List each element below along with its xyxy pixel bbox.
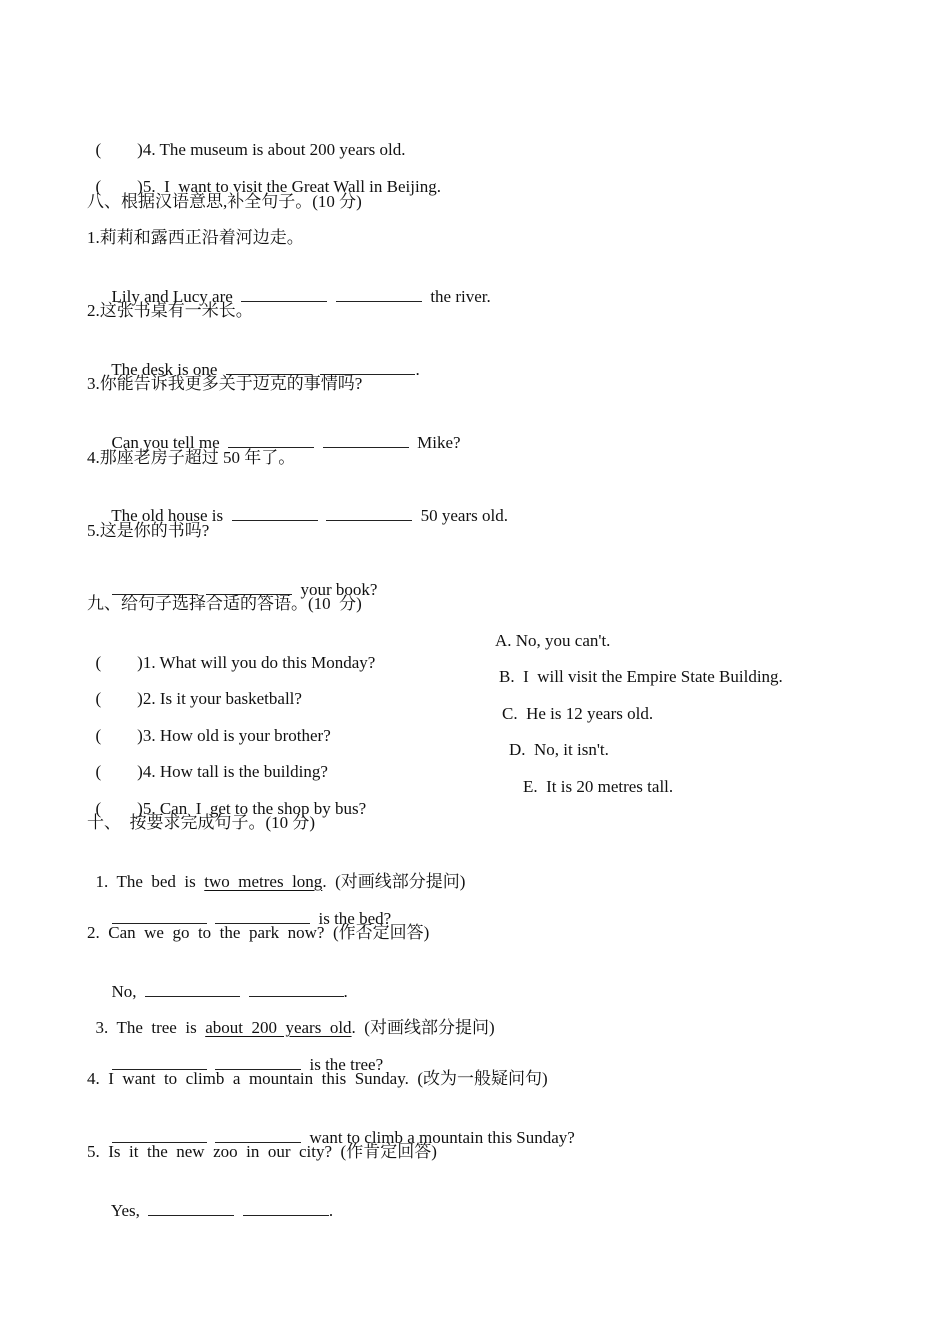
answer-paren[interactable]: ( xyxy=(95,689,102,708)
answer-paren[interactable]: ( xyxy=(95,177,102,196)
transform-question: 4. I want to climb a mountain this Sunday. (改为一般疑问句) xyxy=(87,1069,548,1088)
match-question: ( )5. Can I get to the shop by bus? xyxy=(95,799,367,818)
question-text: )5. I want to visit the Great Wall in Beijing. xyxy=(137,177,441,196)
answer-blank[interactable] xyxy=(241,287,327,302)
answer-blank[interactable] xyxy=(243,1201,329,1216)
match-option: A. No, you can't. xyxy=(495,631,611,650)
chinese-prompt: 1.莉莉和露西正沿着河边走。 xyxy=(87,228,304,247)
match-option: E. It is 20 metres tall. xyxy=(523,777,674,796)
answer-blank[interactable] xyxy=(326,506,412,521)
question-text: )4. The museum is about 200 years old. xyxy=(137,140,406,159)
answer-blank[interactable] xyxy=(323,433,409,448)
answer-paren[interactable]: ( xyxy=(95,799,102,818)
answer-paren[interactable]: ( xyxy=(95,140,102,159)
chinese-prompt: 4.那座老房子超过 50 年了。 xyxy=(87,448,296,467)
fill-sentence: Can you tell me Mike? xyxy=(111,433,461,452)
match-question: ( )2. Is it your basketball? xyxy=(95,689,302,708)
answer-blank[interactable] xyxy=(148,1201,234,1216)
section-heading: 十、 按要求完成句子。(10 分) xyxy=(87,813,316,832)
chinese-prompt: 3.你能告诉我更多关于迈克的事情吗? xyxy=(87,374,363,393)
section-heading: 八、根据汉语意思,补全句子。(10 分) xyxy=(87,192,362,211)
answer-line: No, . xyxy=(111,982,348,1001)
answer-line: is the bed? xyxy=(103,886,391,930)
chinese-prompt: 2.这张书桌有一米长。 xyxy=(87,301,253,320)
match-question: ( )4. How tall is the building? xyxy=(95,762,328,781)
underlined-phrase: two metres long xyxy=(204,872,323,891)
answer-line: want to climb a mountain this Sunday? xyxy=(103,1105,575,1149)
answer-blank[interactable] xyxy=(336,287,422,302)
transform-question: 1. The bed is two metres long. (对画线部分提问) xyxy=(95,872,466,891)
fill-sentence: The desk is one . xyxy=(111,360,420,379)
answer-paren[interactable]: ( xyxy=(95,726,102,745)
match-option: D. No, it isn't. xyxy=(509,740,609,759)
chinese-prompt: 5.这是你的书吗? xyxy=(87,521,210,540)
answer-paren[interactable]: ( xyxy=(95,653,102,672)
match-question: ( )3. How old is your brother? xyxy=(95,726,331,745)
match-question: ( )1. What will you do this Monday? xyxy=(95,653,376,672)
transform-question: 5. Is it the new zoo in our city? (作肯定回答) xyxy=(87,1142,437,1161)
section-heading: 九、给句子选择合适的答语。(10 分) xyxy=(87,594,362,613)
underlined-phrase: about 200 years old xyxy=(205,1018,352,1037)
fill-sentence: The old house is 50 years old. xyxy=(111,506,508,525)
answer-blank[interactable] xyxy=(228,433,314,448)
fill-sentence: Lily and Lucy are the river. xyxy=(111,287,491,306)
match-option: B. I will visit the Empire State Building. xyxy=(499,667,783,686)
answer-blank[interactable] xyxy=(232,506,318,521)
fill-sentence: your book? xyxy=(103,557,377,601)
transform-question: 3. The tree is about 200 years old. (对画线部分提问) xyxy=(95,1018,495,1037)
answer-line: is the tree? xyxy=(103,1032,383,1076)
transform-question: 2. Can we go to the park now? (作否定回答) xyxy=(87,923,430,942)
match-option: C. He is 12 years old. xyxy=(502,704,654,723)
answer-paren[interactable]: ( xyxy=(95,762,102,781)
answer-line: Yes, . xyxy=(110,1201,334,1220)
